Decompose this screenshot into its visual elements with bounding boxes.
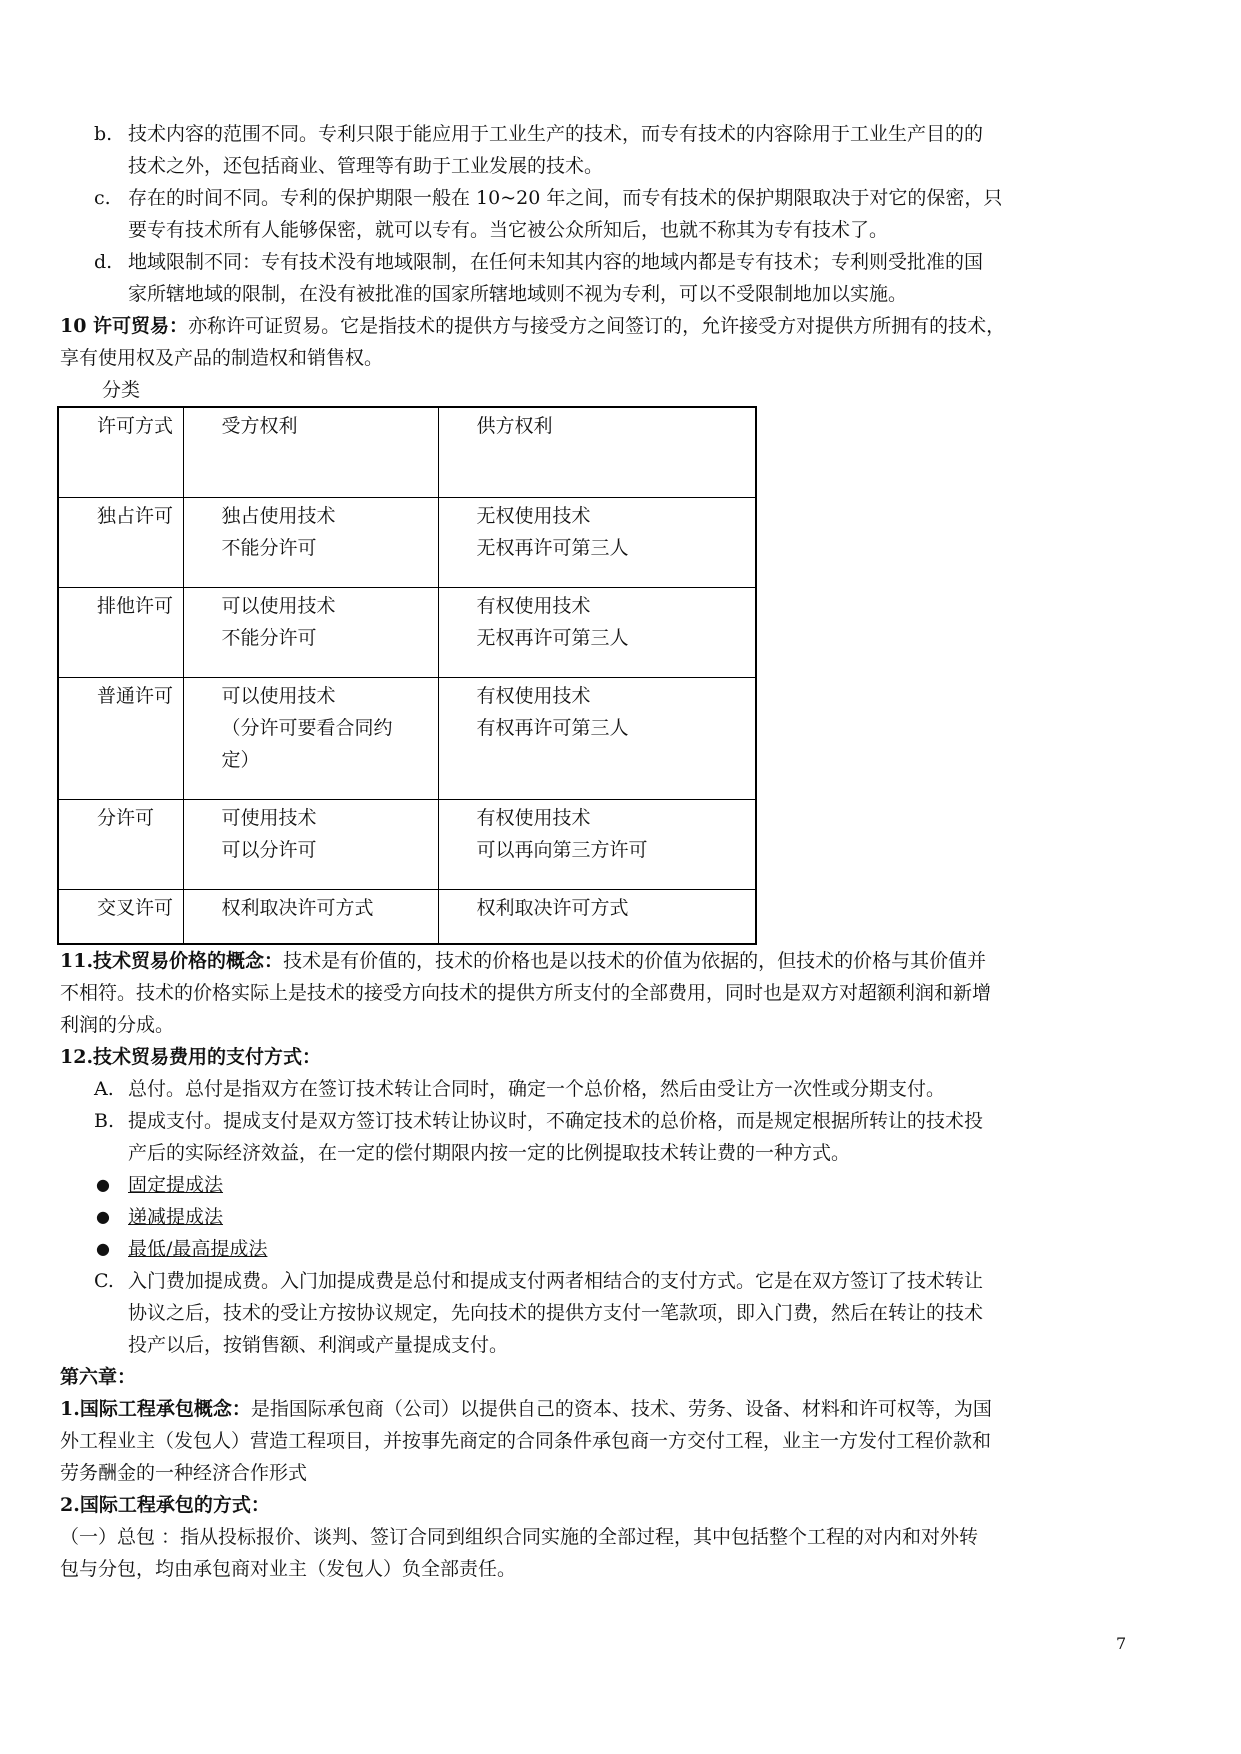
paragraph-text: 享有使用权及产品的制造权和销售权。 [60,347,384,369]
bullet-text: 最低/最高提成法 [128,1238,268,1260]
bullet-text: 固定提成法 [128,1174,224,1196]
cell-line: 不能分许可 [221,626,317,649]
cell-line: 权利取决许可方式 [476,896,629,919]
cell-line: 无权再许可第三人 [476,626,629,649]
table-row [58,799,756,889]
list-item [60,1073,1132,1105]
section-heading: 10 许可贸易： [60,315,189,337]
section-heading: 1.国际工程承包概念： [60,1398,251,1420]
paragraph-tech-price [60,945,1132,977]
section-heading: 11.技术贸易价格的概念： [60,950,284,972]
cell-line: 有权使用技术 [476,806,591,829]
paragraph-text: 是指国际承包商（公司）以提供自己的资本、技术、劳务、设备、材料和许可权等，为国 [250,1398,992,1420]
table-row [58,889,756,944]
cell-line: 有权再许可第三人 [476,716,629,739]
table-cell-type: 排他许可 [58,587,183,677]
cell-line: 有权使用技术 [476,594,591,617]
cell-line: 可使用技术 [221,806,317,829]
table-header-cell: 供方权利 [438,407,756,497]
list-item-text: 要专有技术所有人能够保密，就可以专有。当它被公众所知后，也就不称其为专有技术了。 [128,219,889,241]
cell-line: 定） [221,748,260,771]
table-cell-receiver [183,497,438,587]
bullet-item [60,1169,1132,1201]
bullet-icon: ● [96,1175,110,1194]
list-item [60,1105,1132,1169]
license-type-table [57,406,757,945]
list-marker: C. [94,1270,114,1292]
list-marker: B. [94,1110,115,1132]
list-item-text: 家所辖地域的限制，在没有被批准的国家所辖地域则不视为专利，可以不受限制地加以实施。 [128,283,908,305]
table-cell-receiver [183,677,438,799]
table-cell-receiver [183,587,438,677]
paragraph-text: 不相符。技术的价格实际上是技术的接受方向技术的提供方所支付的全部费用，同时也是双方对超额利润和新增 [60,982,992,1004]
table-row [58,677,756,799]
bullet-icon: ● [96,1239,110,1258]
cell-line: 有权使用技术 [476,684,591,707]
page-number: 7 [1116,1634,1127,1653]
bullet-item [60,1233,1132,1265]
list-marker: d. [94,251,113,273]
cell-line: 权利取决许可方式 [221,896,374,919]
table-row [58,497,756,587]
cell-line: 可以分许可 [221,838,317,861]
table-cell-provider [438,497,756,587]
list-item-text: 地域限制不同：专有技术没有地域限制，在任何未知其内容的地域内都是专有技术；专利则受批准的国 [128,251,984,273]
section-heading: 2.国际工程承包的方式： [60,1494,270,1516]
paragraph-text: 包与分包，均由承包商对业主（发包人）负全部责任。 [60,1558,517,1580]
table-header-cell: 受方权利 [183,407,438,497]
table-cell-provider [438,587,756,677]
paragraph-text: 外工程业主（发包人）营造工程项目，并按事先商定的合同条件承包商一方交付工程，业主一方发付工程价款和 [60,1430,992,1452]
list-item-text: 提成支付。提成支付是双方签订技术转让协议时，不确定技术的总价格，而是规定根据所转让的技术投 [128,1110,984,1132]
table-cell-type: 普通许可 [58,677,183,799]
cell-line: （分许可要看合同约 [221,716,393,739]
list-item-text: 产后的实际经济效益，在一定的偿付期限内按一定的比例提取技术转让费的一种方式。 [128,1142,851,1164]
table-cell-type: 交叉许可 [58,889,183,944]
cell-line: 可以使用技术 [221,684,336,707]
list-item-text: 协议之后，技术的受让方按协议规定，先向技术的提供方支付一笔款项，即入门费，然后在转让的技术 [128,1302,984,1324]
table-cell-receiver [183,799,438,889]
cell-line: 不能分许可 [221,536,317,559]
paragraph-text: 技术是有价值的，技术的价格也是以技术的价值为依据的，但技术的价格与其价值并 [283,950,987,972]
paragraph-text: （一）总包 ：指从投标报价、谈判、签订合同到组织合同实施的全部过程，其中包括整个工程的对内和对外转 [60,1526,979,1548]
paragraph-text: 亦称许可证贸易。它是指技术的提供方与接受方之间签订的，允许接受方对提供方所拥有的技术， [188,315,1006,337]
list-marker: A. [94,1078,114,1100]
paragraph-contracting-concept [60,1393,1132,1425]
paragraph-license-trade [60,310,1132,342]
table-header-row [58,407,756,497]
table-cell-provider [438,889,756,944]
table-header-cell: 许可方式 [58,407,183,497]
list-item-text: 技术内容的范围不同。专利只限于能应用于工业生产的技术，而专有技术的内容除用于工业生产目的的 [128,123,984,145]
list-marker: b. [94,123,113,145]
list-item [60,1265,1132,1361]
list-item-text: 技术之外，还包括商业、管理等有助于工业发展的技术。 [128,155,604,177]
table-cell-type: 独占许可 [58,497,183,587]
list-item [60,182,1132,246]
table-cell-provider [438,799,756,889]
cell-line: 无权再许可第三人 [476,536,629,559]
chapter-title: 第六章： [60,1366,137,1388]
list-item [60,118,1132,182]
list-item-text: 投产以后，按销售额、利润或产量提成支付。 [128,1334,509,1356]
table-caption: 分类 [102,379,141,401]
list-item-text: 入门费加提成费。入门加提成费是总付和提成支付两者相结合的支付方式。它是在双方签订了技术转让 [128,1270,984,1292]
bullet-text: 递减提成法 [128,1206,224,1228]
paragraph-text: 劳务酬金的一种经济合作形式 [60,1462,308,1484]
cell-line: 可以使用技术 [221,594,336,617]
table-cell-provider [438,677,756,799]
paragraph-text: 利润的分成。 [60,1014,175,1036]
bullet-item [60,1201,1132,1233]
cell-line: 可以再向第三方许可 [476,838,648,861]
list-item [60,246,1132,310]
table-row [58,587,756,677]
cell-line: 无权使用技术 [476,504,591,527]
list-marker: c. [94,187,111,209]
document-page [60,118,1132,1585]
section-heading: 12.技术贸易费用的支付方式： [60,1046,322,1068]
bullet-icon: ● [96,1207,110,1226]
table-cell-type: 分许可 [58,799,183,889]
table-cell-receiver [183,889,438,944]
cell-line: 独占使用技术 [221,504,336,527]
list-item-text: 总付。总付是指双方在签订技术转让合同时，确定一个总价格，然后由受让方一次性或分期支付。 [128,1078,946,1100]
list-item-text: 存在的时间不同。专利的保护期限一般在 10~20 年之间，而专有技术的保护期限取决于对它的保密，只 [128,187,1003,209]
